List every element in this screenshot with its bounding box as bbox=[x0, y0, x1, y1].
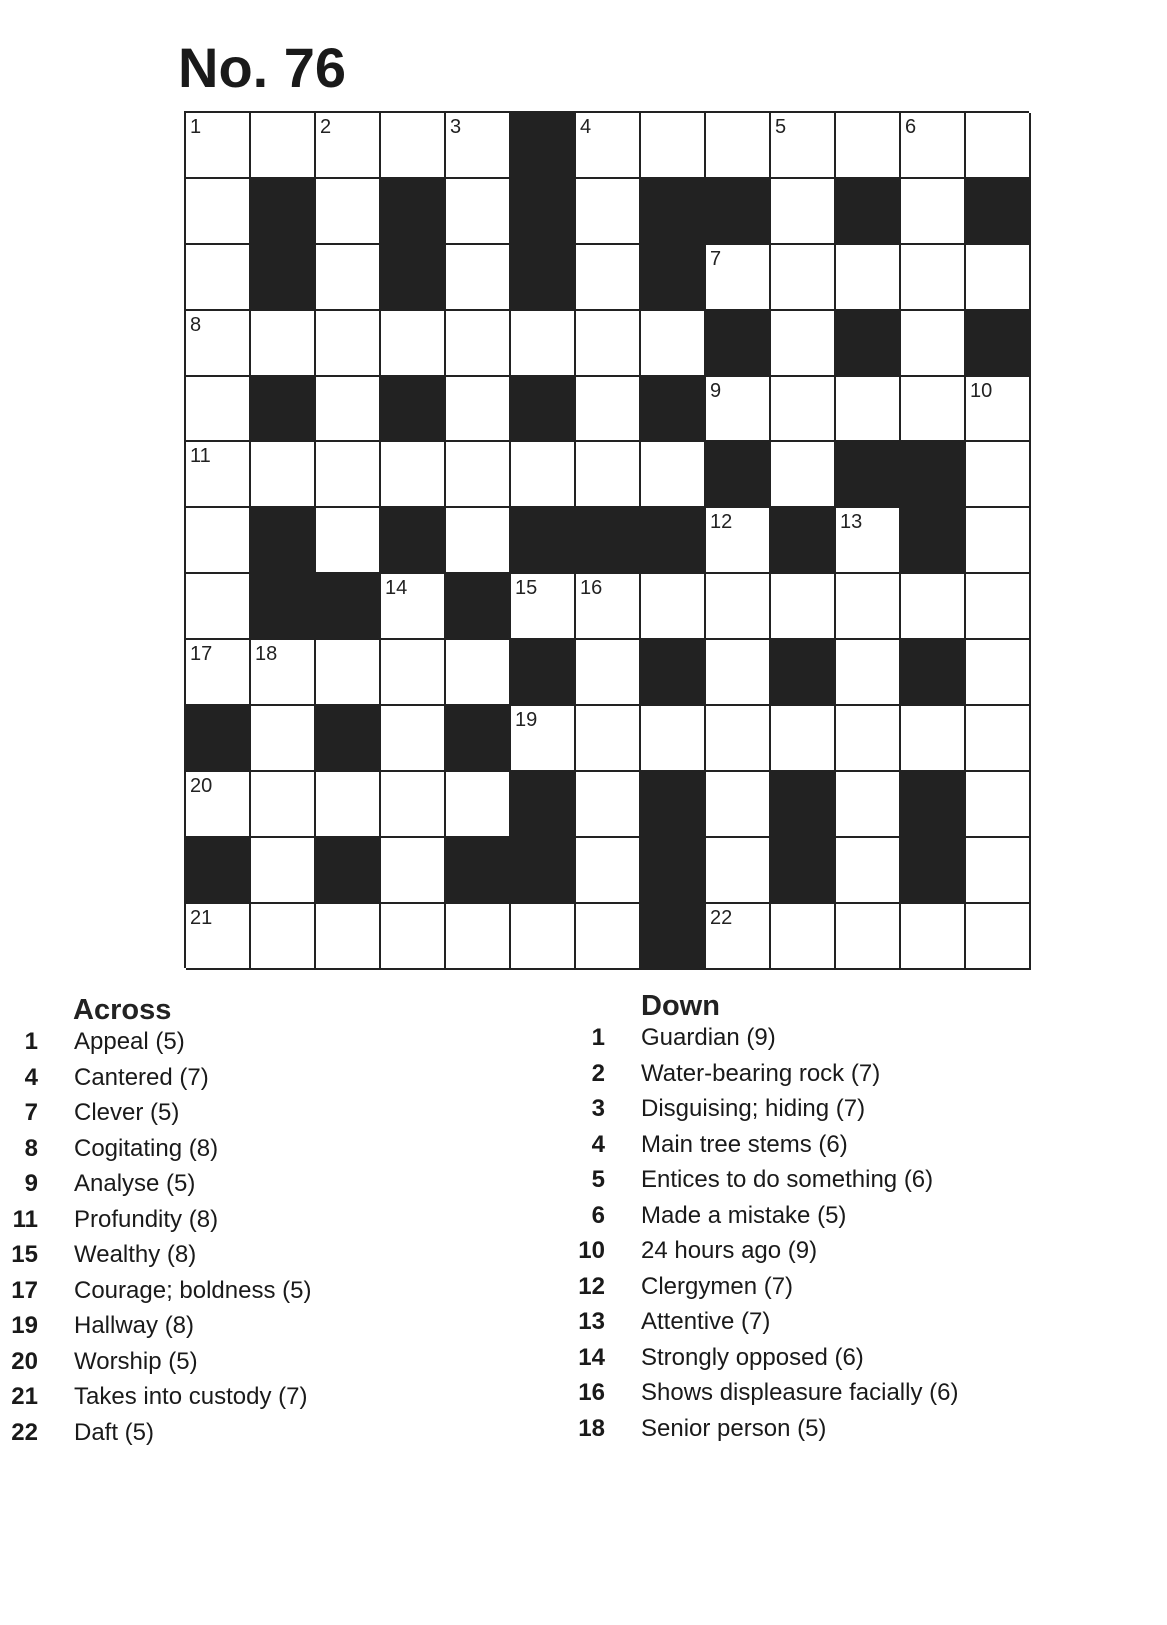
grid-cell[interactable] bbox=[576, 377, 641, 443]
grid-cell[interactable] bbox=[186, 179, 251, 245]
grid-cell[interactable] bbox=[251, 772, 316, 838]
grid-cell[interactable] bbox=[771, 377, 836, 443]
clue-number: 1 bbox=[24, 1028, 38, 1055]
cell-number: 18 bbox=[255, 643, 278, 666]
black-square bbox=[901, 508, 966, 574]
grid-cell[interactable] bbox=[511, 442, 576, 508]
grid-cell[interactable] bbox=[966, 574, 1031, 640]
black-square bbox=[251, 179, 316, 245]
black-square bbox=[641, 245, 706, 311]
grid-cell[interactable] bbox=[966, 508, 1031, 574]
clue-number: 18 bbox=[578, 1414, 605, 1442]
cell-number: 6 bbox=[905, 116, 917, 138]
clue-text: Disguising; hiding (7) bbox=[641, 1095, 866, 1122]
black-square bbox=[511, 772, 576, 838]
grid-cell[interactable] bbox=[901, 377, 966, 443]
grid-cell[interactable] bbox=[576, 311, 641, 377]
clue-text: 24 hours ago (9) bbox=[641, 1237, 818, 1264]
clue-number: 15 bbox=[11, 1241, 38, 1268]
grid-cell[interactable] bbox=[381, 772, 446, 838]
clue-text: Daft (5) bbox=[74, 1418, 155, 1446]
black-square bbox=[641, 179, 706, 245]
black-square bbox=[901, 442, 966, 508]
black-square bbox=[576, 508, 641, 574]
grid-cell[interactable] bbox=[186, 508, 251, 574]
clue-text: Made a mistake (5) bbox=[641, 1201, 847, 1229]
grid-cell[interactable] bbox=[186, 377, 251, 443]
clue-number: 21 bbox=[11, 1383, 38, 1410]
cell-number: 2 bbox=[320, 116, 332, 138]
grid-cell[interactable] bbox=[186, 311, 251, 377]
cell-number: 20 bbox=[190, 774, 213, 797]
clue-text: Takes into custody (7) bbox=[74, 1383, 308, 1410]
cell-number: 8 bbox=[190, 313, 202, 336]
grid-cell[interactable] bbox=[771, 574, 836, 640]
clue-text: Profundity (8) bbox=[74, 1205, 219, 1233]
clue-text: Hallway (8) bbox=[74, 1312, 195, 1339]
clue-text: Shows displeasure facially (6) bbox=[641, 1379, 959, 1406]
grid-cell[interactable] bbox=[706, 706, 771, 772]
clue-text: Appeal (5) bbox=[74, 1028, 185, 1055]
clue-number: 22 bbox=[11, 1418, 38, 1446]
grid-cell[interactable] bbox=[316, 245, 381, 311]
grid-cell[interactable] bbox=[641, 706, 706, 772]
black-square bbox=[316, 838, 381, 904]
black-square bbox=[771, 640, 836, 706]
clue-number: 12 bbox=[578, 1272, 605, 1300]
clue-text: Guardian (9) bbox=[641, 1024, 776, 1051]
black-square bbox=[901, 838, 966, 904]
grid-cell[interactable] bbox=[186, 904, 251, 970]
black-square bbox=[706, 311, 771, 377]
grid-cell[interactable] bbox=[251, 113, 316, 179]
grid-cell[interactable] bbox=[771, 904, 836, 970]
grid-cell[interactable] bbox=[446, 377, 511, 443]
grid-cell[interactable] bbox=[511, 311, 576, 377]
grid-cell[interactable] bbox=[381, 904, 446, 970]
clue-number: 6 bbox=[591, 1201, 605, 1229]
grid-cell[interactable] bbox=[836, 113, 901, 179]
clue-number: 9 bbox=[24, 1170, 38, 1197]
grid-cell[interactable] bbox=[901, 904, 966, 970]
black-square bbox=[966, 179, 1031, 245]
grid-cell[interactable] bbox=[966, 245, 1031, 311]
black-square bbox=[511, 508, 576, 574]
clue-number: 5 bbox=[591, 1166, 605, 1193]
grid-cell[interactable] bbox=[706, 377, 771, 443]
grid-cell[interactable] bbox=[836, 640, 901, 706]
grid-cell[interactable] bbox=[316, 508, 381, 574]
grid-cell[interactable] bbox=[316, 442, 381, 508]
black-square bbox=[641, 377, 706, 443]
grid-cell[interactable] bbox=[186, 772, 251, 838]
grid-cell[interactable] bbox=[576, 113, 641, 179]
black-square bbox=[641, 640, 706, 706]
clue-number: 10 bbox=[578, 1237, 605, 1264]
clue-text: Courage; boldness (5) bbox=[74, 1276, 312, 1304]
grid-cell[interactable] bbox=[251, 904, 316, 970]
black-square bbox=[381, 377, 446, 443]
black-square bbox=[771, 772, 836, 838]
cell-number: 1 bbox=[190, 116, 202, 138]
clue-text: Clergymen (7) bbox=[641, 1272, 794, 1300]
grid-cell[interactable] bbox=[576, 904, 641, 970]
grid-cell[interactable] bbox=[381, 838, 446, 904]
clue-number: 19 bbox=[11, 1312, 38, 1339]
grid-cell[interactable] bbox=[186, 113, 251, 179]
black-square bbox=[511, 113, 576, 179]
crossword-grid bbox=[184, 111, 1029, 968]
grid-cell[interactable] bbox=[836, 245, 901, 311]
grid-cell[interactable] bbox=[511, 904, 576, 970]
clue-text: Wealthy (8) bbox=[74, 1241, 197, 1268]
grid-cell[interactable] bbox=[966, 772, 1031, 838]
black-square bbox=[706, 442, 771, 508]
black-square bbox=[251, 508, 316, 574]
black-square bbox=[381, 179, 446, 245]
grid-cell[interactable] bbox=[251, 706, 316, 772]
black-square bbox=[446, 574, 511, 640]
across-heading: Across bbox=[73, 994, 172, 1026]
grid-cell[interactable] bbox=[381, 311, 446, 377]
grid-cell[interactable] bbox=[381, 113, 446, 179]
black-square bbox=[446, 706, 511, 772]
grid-cell[interactable] bbox=[641, 113, 706, 179]
grid-cell[interactable] bbox=[706, 904, 771, 970]
cell-number: 13 bbox=[840, 511, 863, 534]
cell-number: 19 bbox=[515, 709, 538, 732]
black-square bbox=[251, 245, 316, 311]
grid-cell[interactable] bbox=[771, 311, 836, 377]
cell-number: 14 bbox=[385, 577, 408, 600]
down-heading: Down bbox=[641, 990, 720, 1022]
grid-cell[interactable] bbox=[446, 179, 511, 245]
down-clues bbox=[560, 990, 1160, 1490]
cell-number: 12 bbox=[710, 511, 733, 534]
black-square bbox=[771, 838, 836, 904]
clue-text: Worship (5) bbox=[74, 1347, 198, 1375]
grid-cell[interactable] bbox=[706, 772, 771, 838]
grid-cell[interactable] bbox=[446, 442, 511, 508]
clue-number: 4 bbox=[24, 1063, 38, 1091]
grid-cell[interactable] bbox=[836, 574, 901, 640]
across-clues bbox=[0, 994, 560, 1490]
grid-cell[interactable] bbox=[966, 442, 1031, 508]
clue-text: Entices to do something (6) bbox=[641, 1166, 934, 1193]
cell-number: 3 bbox=[450, 116, 462, 138]
clue-number: 1 bbox=[591, 1024, 605, 1051]
clue-number: 17 bbox=[11, 1276, 38, 1304]
cell-number: 21 bbox=[190, 906, 213, 929]
black-square bbox=[836, 442, 901, 508]
grid-cell[interactable] bbox=[186, 442, 251, 508]
grid-cell[interactable] bbox=[706, 508, 771, 574]
black-square bbox=[641, 904, 706, 970]
black-square bbox=[186, 838, 251, 904]
grid-cell[interactable] bbox=[186, 574, 251, 640]
grid-cell[interactable] bbox=[381, 706, 446, 772]
grid-cell[interactable] bbox=[836, 904, 901, 970]
grid-cell[interactable] bbox=[316, 311, 381, 377]
grid-cell[interactable] bbox=[446, 904, 511, 970]
grid-cell[interactable] bbox=[836, 377, 901, 443]
black-square bbox=[511, 640, 576, 706]
clue-number: 2 bbox=[591, 1059, 605, 1087]
cell-number: 7 bbox=[710, 247, 722, 270]
grid-cell[interactable] bbox=[706, 838, 771, 904]
grid-cell[interactable] bbox=[446, 640, 511, 706]
grid-cell[interactable] bbox=[706, 245, 771, 311]
grid-cell[interactable] bbox=[641, 442, 706, 508]
grid-cell[interactable] bbox=[316, 377, 381, 443]
cell-number: 10 bbox=[970, 379, 993, 402]
clue-text: Clever (5) bbox=[74, 1099, 180, 1126]
grid-cell[interactable] bbox=[446, 508, 511, 574]
grid-cell[interactable] bbox=[771, 706, 836, 772]
grid-cell[interactable] bbox=[576, 838, 641, 904]
grid-cell[interactable] bbox=[771, 442, 836, 508]
grid-cell[interactable] bbox=[966, 377, 1031, 443]
black-square bbox=[511, 179, 576, 245]
grid-cell[interactable] bbox=[771, 245, 836, 311]
grid-cell[interactable] bbox=[446, 113, 511, 179]
grid-cell[interactable] bbox=[706, 113, 771, 179]
cell-number: 16 bbox=[580, 577, 603, 600]
cell-number: 22 bbox=[710, 906, 733, 929]
clue-text: Senior person (5) bbox=[641, 1414, 827, 1442]
grid-cell[interactable] bbox=[251, 838, 316, 904]
clue-text: Strongly opposed (6) bbox=[641, 1343, 864, 1371]
black-square bbox=[641, 508, 706, 574]
grid-cell[interactable] bbox=[316, 640, 381, 706]
black-square bbox=[511, 377, 576, 443]
grid-cell[interactable] bbox=[901, 706, 966, 772]
grid-cell[interactable] bbox=[966, 113, 1031, 179]
clue-text: Attentive (7) bbox=[641, 1308, 771, 1335]
black-square bbox=[836, 311, 901, 377]
grid-cell[interactable] bbox=[901, 574, 966, 640]
grid-cell[interactable] bbox=[966, 904, 1031, 970]
grid-cell[interactable] bbox=[576, 706, 641, 772]
grid-cell[interactable] bbox=[511, 706, 576, 772]
cell-number: 17 bbox=[190, 643, 213, 666]
grid-cell[interactable] bbox=[511, 574, 576, 640]
black-square bbox=[641, 772, 706, 838]
grid-cell[interactable] bbox=[316, 179, 381, 245]
grid-cell[interactable] bbox=[836, 838, 901, 904]
grid-cell[interactable] bbox=[836, 508, 901, 574]
black-square bbox=[901, 640, 966, 706]
grid-cell[interactable] bbox=[316, 772, 381, 838]
black-square bbox=[511, 838, 576, 904]
grid-cell[interactable] bbox=[251, 442, 316, 508]
grid-cell[interactable] bbox=[576, 640, 641, 706]
grid-cell[interactable] bbox=[316, 113, 381, 179]
grid-cell[interactable] bbox=[186, 245, 251, 311]
black-square bbox=[186, 706, 251, 772]
grid-cell[interactable] bbox=[251, 640, 316, 706]
grid-cell[interactable] bbox=[901, 179, 966, 245]
grid-cell[interactable] bbox=[706, 640, 771, 706]
grid-cell[interactable] bbox=[576, 179, 641, 245]
black-square bbox=[381, 508, 446, 574]
grid-cell[interactable] bbox=[901, 311, 966, 377]
black-square bbox=[771, 508, 836, 574]
grid-cell[interactable] bbox=[771, 113, 836, 179]
clue-text: Cantered (7) bbox=[74, 1063, 209, 1091]
clue-text: Water-bearing rock (7) bbox=[641, 1059, 881, 1087]
clue-text: Main tree stems (6) bbox=[641, 1130, 848, 1158]
clue-number: 20 bbox=[11, 1347, 38, 1375]
grid-cell[interactable] bbox=[576, 245, 641, 311]
grid-cell[interactable] bbox=[446, 772, 511, 838]
black-square bbox=[251, 574, 316, 640]
clue-text: Cogitating (8) bbox=[74, 1134, 219, 1162]
grid-cell[interactable] bbox=[381, 442, 446, 508]
clue-number: 11 bbox=[12, 1205, 38, 1233]
grid-cell[interactable] bbox=[641, 574, 706, 640]
cell-number: 15 bbox=[515, 577, 538, 600]
cell-number: 11 bbox=[190, 445, 211, 468]
grid-cell[interactable] bbox=[576, 772, 641, 838]
grid-cell[interactable] bbox=[836, 772, 901, 838]
grid-cell[interactable] bbox=[771, 179, 836, 245]
clue-number: 3 bbox=[591, 1095, 605, 1122]
grid-cell[interactable] bbox=[576, 574, 641, 640]
clue-number: 7 bbox=[24, 1099, 38, 1126]
cell-number: 5 bbox=[775, 116, 787, 138]
puzzle-title: No. 76 bbox=[178, 36, 347, 99]
black-square bbox=[381, 245, 446, 311]
clue-number: 4 bbox=[591, 1130, 605, 1158]
grid-cell[interactable] bbox=[446, 245, 511, 311]
black-square bbox=[901, 772, 966, 838]
grid-cell[interactable] bbox=[901, 113, 966, 179]
black-square bbox=[251, 377, 316, 443]
grid-cell[interactable] bbox=[966, 706, 1031, 772]
grid-cell[interactable] bbox=[966, 838, 1031, 904]
black-square bbox=[316, 574, 381, 640]
clue-number: 8 bbox=[24, 1134, 38, 1162]
cell-number: 9 bbox=[710, 379, 722, 402]
grid-cell[interactable] bbox=[641, 311, 706, 377]
black-square bbox=[966, 311, 1031, 377]
clue-text: Analyse (5) bbox=[74, 1170, 196, 1197]
grid-cell[interactable] bbox=[901, 245, 966, 311]
cell-number: 4 bbox=[580, 116, 592, 138]
black-square bbox=[316, 706, 381, 772]
black-square bbox=[511, 245, 576, 311]
grid-cell[interactable] bbox=[576, 442, 641, 508]
black-square bbox=[446, 838, 511, 904]
grid-cell[interactable] bbox=[706, 574, 771, 640]
black-square bbox=[641, 838, 706, 904]
grid-cell[interactable] bbox=[836, 706, 901, 772]
grid-cell[interactable] bbox=[186, 640, 251, 706]
grid-cell[interactable] bbox=[966, 640, 1031, 706]
grid-cell[interactable] bbox=[251, 311, 316, 377]
clue-number: 13 bbox=[578, 1308, 605, 1335]
clue-number: 14 bbox=[578, 1343, 605, 1371]
grid-cell[interactable] bbox=[381, 574, 446, 640]
grid-cell[interactable] bbox=[316, 904, 381, 970]
black-square bbox=[836, 179, 901, 245]
black-square bbox=[706, 179, 771, 245]
grid-cell[interactable] bbox=[381, 640, 446, 706]
clue-number: 16 bbox=[578, 1379, 605, 1406]
grid-cell[interactable] bbox=[446, 311, 511, 377]
